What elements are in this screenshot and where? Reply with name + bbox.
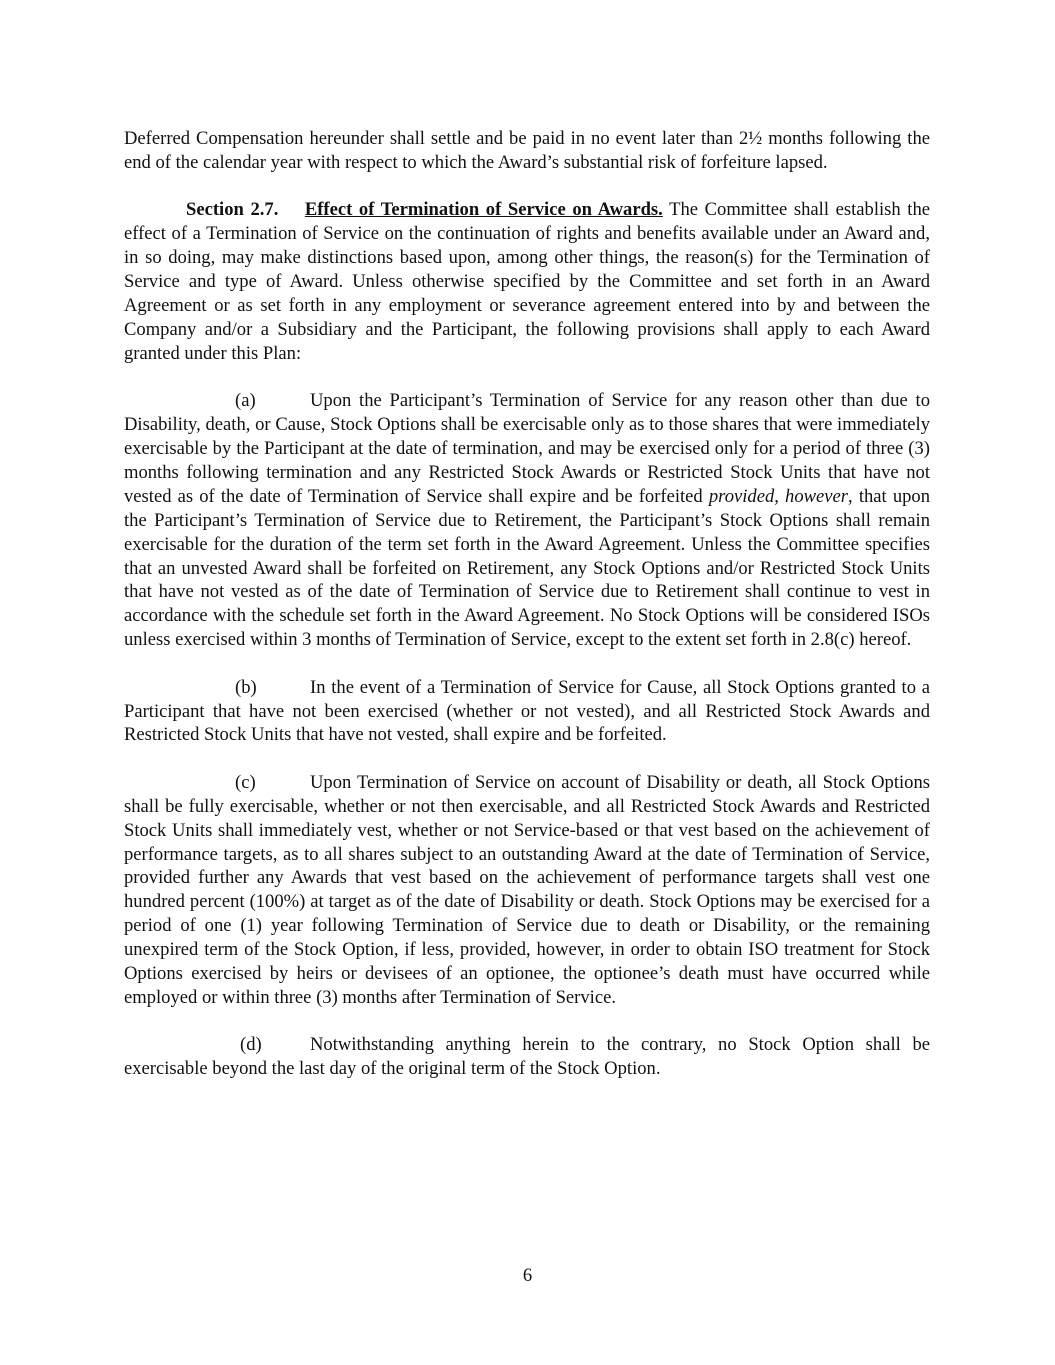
clause-b-paragraph <box>124 676 930 748</box>
clause-a-label: (a) <box>235 390 256 412</box>
section-number: Section 2.7. <box>186 199 279 221</box>
section-body: The Committee shall establish the effect of a Termination of Service on the continuation of rights and benefits available under an Award and, in so doing, may make distinctions based upon, among other things, the reason(s) for the Termination of Service and type of Award. Unless otherwise specified by the Committee and set forth in an Award Agreement or as set forth in any employment or severance agreement entered into by and between the Company and/or a Subsidiary and the Participant, the following provisions shall apply to each Award granted under this Plan: <box>124 199 931 364</box>
clause-c-text: Upon Termination of Service on account of Disability or death, all Stock Options shall be fully exercisable, whether or not then exercisable, and all Restricted Stock Awards and Restricted Stock Units shall immediately vest, whether or not Service-based or that vest based on the achievement of performance targets, as to all shares subject to an outstanding Award at the date of Termination of Service, provided further any Awards that vest based on the achievement of performance targets shall vest one hundred percent (100%) at target as of the date of Disability or death. Stock Options may be exercised for a period of one (1) year following Termination of Service due to death or Disability, or the remaining unexpired term of the Stock Option, if less, provided, however, in order to obtain ISO treatment for Stock Options exercised by heirs or devisees of an optionee, the optionee’s death must have occurred while employed or within three (3) months after Termination of Service. <box>124 771 930 1008</box>
clause-c-paragraph <box>124 771 930 1010</box>
clause-a-italic-however: however <box>785 485 849 507</box>
clause-a-comma: , <box>774 485 786 507</box>
clause-d-paragraph <box>124 1033 930 1081</box>
clause-c-label: (c) <box>235 771 256 793</box>
clause-d-text: Notwithstanding anything herein to the contrary, no Stock Option shall be exercisable beyond the last day of the original term of the Stock Option. <box>124 1034 930 1080</box>
section-title: Effect of Termination of Service on Awards. <box>304 199 663 221</box>
clause-a-text-2: , that upon the Participant’s Termination of Service due to Retirement, the Participant’s Stock Options shall remain exercisable for the duration of the term set forth in the Award Agreement. Unless the Committee specifies that an unvested Award shall be forfeited on Retirement, any Stock Options and/or Restricted Stock Units that have not vested as of the date of Termination of Service due to Retirement shall continue to vest in accordance with the schedule set forth in the Award Agreement. No Stock Options will be considered ISOs unless exercised within 3 months of Termination of Service, except to the extent set forth in 2.8(c) hereof. <box>124 485 931 651</box>
clause-d-label: (d) <box>240 1034 262 1056</box>
clause-a-italic-provided: provided <box>708 485 775 507</box>
page-number: 6 <box>522 1265 533 1286</box>
intro-paragraph: Deferred Compensation hereunder shall settle and be paid in no event later than 2½ months following the end of the calendar year with respect to which the Award’s substantial risk of forfeiture lapsed. <box>124 128 930 173</box>
document-page <box>124 127 930 1081</box>
section-2-7-paragraph <box>124 198 930 365</box>
clause-b-text: In the event of a Termination of Service for Cause, all Stock Options granted to a Participant that have not been exercised (whether or not vested), and all Restricted Stock Awards and Restricted Stock Units that have not vested, shall expire and be forfeited. <box>124 676 930 746</box>
clause-a-paragraph <box>124 389 930 652</box>
clause-b-label: (b) <box>235 676 257 698</box>
clause-a-text-1: Upon the Participant’s Termination of Service for any reason other than due to Disability, death, or Cause, Stock Options shall be exercisable only as to those shares that were immediately exercisable by the Participant at the date of termination, and may be exercised only for a period of three (3) months following termination and any Restricted Stock Awards or Restricted Stock Units that have not vested as of the date of Termination of Service shall expire and be forfeited <box>124 390 930 507</box>
